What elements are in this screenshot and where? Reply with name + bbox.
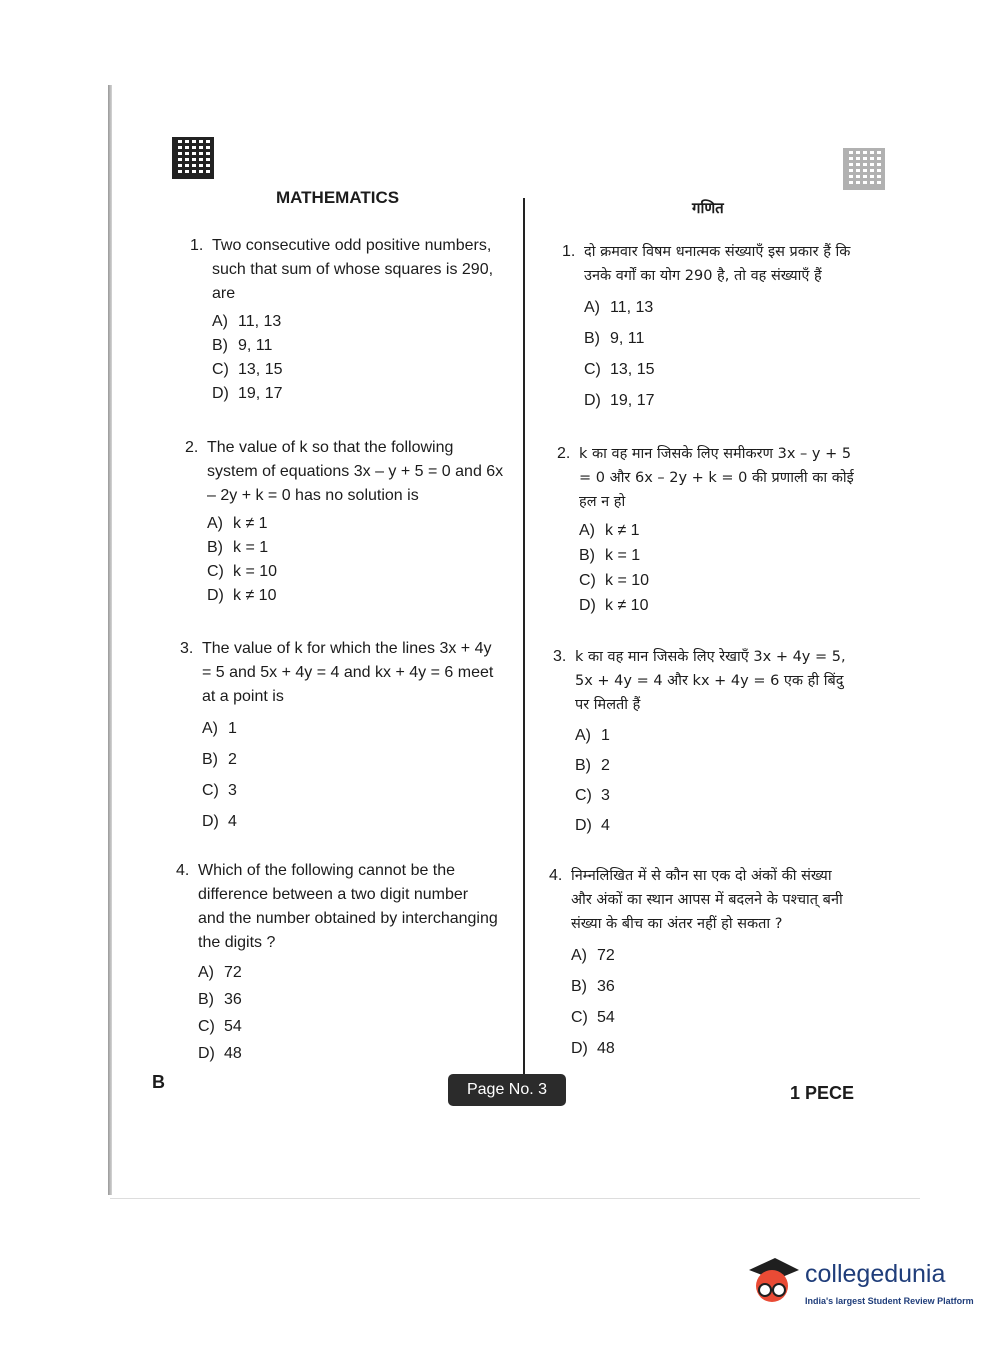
option-d: D) k ≠ 10 xyxy=(579,597,649,614)
logo-wordmark: collegedunia xyxy=(805,1260,946,1288)
question-text: दो क्रमवार विषम धनात्मक संख्याएँ इस प्रकार हैं कि उनके वर्गों का योग 290 है, तो वह संख्याएँ हैं xyxy=(584,244,851,284)
question-hi-1: 1. दो क्रमवार विषम धनात्मक संख्याएँ इस प्रकार हैं कि उनके वर्गों का योग 290 है, तो वह संख्याएँ हैं A) 11, 13 B) 9, 11 C) 13, 15 D) 19, 17 xyxy=(562,240,869,416)
question-en-4: 4. Which of the following cannot be the difference between a two digit number and the number obtained by interchanging the digits ? A) 72 B) 36 C) 54 D) 48 xyxy=(176,859,498,1067)
option-b: B) 2 xyxy=(575,757,610,774)
options-list xyxy=(579,518,864,618)
option-a: A) 11, 13 xyxy=(584,299,654,316)
english-column-title: MATHEMATICS xyxy=(276,188,400,207)
option-c: C) 54 xyxy=(571,1009,615,1026)
option-c: C) k = 10 xyxy=(207,563,278,580)
question-text: Which of the following cannot be the difference between a two digit number and the number obtained by interchanging the digits ? xyxy=(198,862,498,951)
question-text: k का वह मान जिसके लिए समीकरण 3x – y + 5 = 0 और 6x – 2y + k = 0 की प्रणाली का कोई हल न हो xyxy=(579,446,854,510)
options-list xyxy=(198,959,498,1067)
option-a: A) k ≠ 1 xyxy=(207,515,268,532)
option-a: A) k ≠ 1 xyxy=(579,522,640,539)
graduate-mascot-icon xyxy=(745,1252,799,1310)
options-list xyxy=(212,310,512,406)
question-text: Two consecutive odd positive numbers, such that sum of whose squares is 290, are xyxy=(212,237,494,302)
question-en-1: 1. Two consecutive odd positive numbers, such that sum of whose squares is 290, are A) 11, 13 B) 9, 11 C) 13, 15 D) 19, 17 xyxy=(190,234,512,406)
option-c: C) 3 xyxy=(202,782,237,799)
option-b: B) k = 1 xyxy=(579,547,641,564)
page-number-badge: Page No. 3 xyxy=(448,1074,566,1106)
option-b: B) 9, 11 xyxy=(212,337,273,354)
option-d: D) 4 xyxy=(575,817,610,834)
question-en-3: 3. The value of k for which the lines 3x + 4y = 5 and 5x + 4y = 4 and kx + 4y = 6 meet at a point is A) 1 B) 2 C) 3 D) 4 xyxy=(180,637,502,837)
option-a: A) 11, 13 xyxy=(212,313,282,330)
option-c: C) 13, 15 xyxy=(584,361,655,378)
option-c: C) 3 xyxy=(575,787,610,804)
hindi-column-title: गणित xyxy=(692,199,724,217)
column-divider xyxy=(523,198,525,1078)
question-hi-3: 3. k का वह मान जिसके लिए रेखाएँ 3x + 4y = 5, 5x + 4y = 4 और kx + 4y = 6 एक ही बिंदु पर मिलती हैं A) 1 B) 2 C) 3 D) 4 xyxy=(553,645,860,841)
question-text: The value of k so that the following system of equations 3x – y + 5 = 0 and 6x – 2y + k = 0 has no solution is xyxy=(207,439,504,504)
option-b: B) 9, 11 xyxy=(584,330,645,347)
qr-code-icon xyxy=(843,148,885,190)
question-hi-4: 4. निम्नलिखित में से कौन सा एक दो अंकों की संख्या और अंकों का स्थान आपस में बदलने के पश्चात् बनी संख्या के बीच का अंतर नहीं हो सकता ? A) 72 B) 36 C) 54 D) 48 xyxy=(549,864,856,1064)
scan-margin-line xyxy=(108,85,112,1195)
question-text: निम्नलिखित में से कौन सा एक दो अंकों की संख्या और अंकों का स्थान आपस में बदलने के पश्चात् बनी संख्या के बीच का अंतर नहीं हो सकता ? xyxy=(571,868,843,932)
option-d: D) k ≠ 10 xyxy=(207,587,277,604)
options-list xyxy=(571,940,856,1064)
options-list xyxy=(575,721,860,841)
option-c: C) 54 xyxy=(198,1018,242,1035)
options-list xyxy=(207,512,507,608)
options-list xyxy=(202,713,502,837)
question-text: k का वह मान जिसके लिए रेखाएँ 3x + 4y = 5, 5x + 4y = 4 और kx + 4y = 6 एक ही बिंदु पर मिलती हैं xyxy=(575,649,846,713)
option-b: B) 2 xyxy=(202,751,237,768)
option-d: D) 4 xyxy=(202,813,237,830)
options-list xyxy=(584,292,869,416)
paper-code: 1 PECE xyxy=(790,1083,855,1103)
option-a: A) 72 xyxy=(198,964,242,981)
logo-tagline: India's largest Student Review Platform xyxy=(805,1296,974,1306)
option-a: A) 1 xyxy=(202,720,237,737)
option-a: A) 72 xyxy=(571,947,615,964)
scan-edge-line xyxy=(110,1198,920,1199)
option-c: C) k = 10 xyxy=(579,572,650,589)
booklet-code: B xyxy=(152,1072,165,1092)
option-a: A) 1 xyxy=(575,727,610,744)
option-d: D) 48 xyxy=(571,1040,615,1057)
option-d: D) 48 xyxy=(198,1045,242,1062)
collegedunia-logo xyxy=(745,1252,975,1316)
option-b: B) 36 xyxy=(571,978,615,995)
qr-code-icon xyxy=(172,137,214,179)
question-en-2: 2. The value of k so that the following system of equations 3x – y + 5 = 0 and 6x – 2y + k = 0 has no solution is A) k ≠ 1 B) k = 1 C) k = 10 D) k ≠ 10 xyxy=(185,436,507,608)
option-b: B) 36 xyxy=(198,991,242,1008)
question-hi-2: 2. k का वह मान जिसके लिए समीकरण 3x – y + 5 = 0 और 6x – 2y + k = 0 की प्रणाली का कोई हल न हो A) k ≠ 1 B) k = 1 C) k = 10 D) k ≠ 10 xyxy=(557,442,864,618)
option-c: C) 13, 15 xyxy=(212,361,283,378)
question-text: The value of k for which the lines 3x + 4y = 5 and 5x + 4y = 4 and kx + 4y = 6 meet at a point is xyxy=(202,640,494,705)
option-b: B) k = 1 xyxy=(207,539,269,556)
option-d: D) 19, 17 xyxy=(584,392,655,409)
option-d: D) 19, 17 xyxy=(212,385,283,402)
